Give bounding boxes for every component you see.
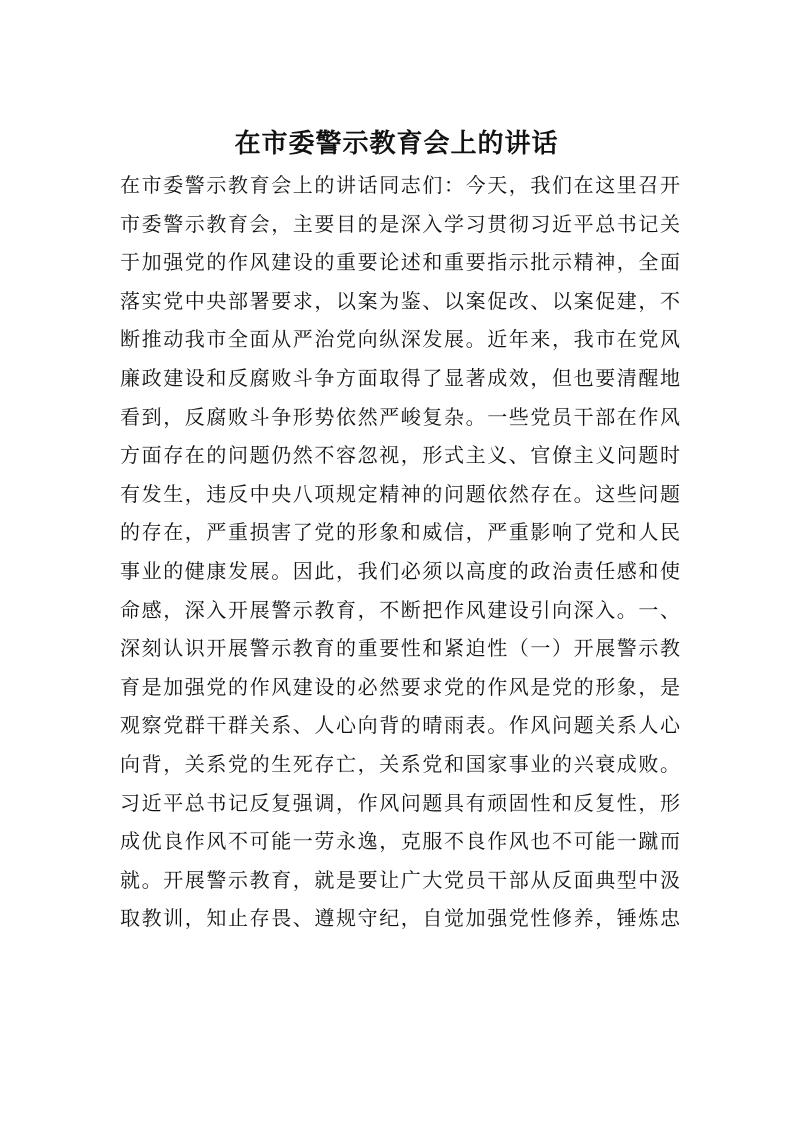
body-line: 取教训，知止存畏、遵规守纪，自觉加强党性修养，锤炼忠 (120, 906, 680, 931)
body-line: 市委警示教育会，主要目的是深入学习贯彻习近平总书记关 (120, 211, 680, 236)
document-body (120, 166, 680, 938)
document-title: 在市委警示教育会上的讲话 (234, 129, 559, 159)
body-line: 育是加强党的作风建设的必然要求党的作风是党的形象，是 (120, 674, 680, 699)
body-line: 于加强党的作风建设的重要论述和重要指示批示精神，全面 (120, 250, 680, 275)
body-line: 观察党群干群关系、人心向背的晴雨表。作风问题关系人心 (120, 713, 680, 738)
body-line: 廉政建设和反腐败斗争方面取得了显著成效，但也要清醒地 (120, 365, 680, 390)
body-line: 方面存在的问题仍然不容忽视，形式主义、官僚主义问题时 (120, 443, 680, 468)
body-line: 看到，反腐败斗争形势依然严峻复杂。一些党员干部在作风 (120, 404, 680, 429)
body-line: 命感，深入开展警示教育，不断把作风建设引向深入。一、 (120, 597, 680, 622)
body-line: 事业的健康发展。因此，我们必须以高度的政治责任感和使 (120, 558, 680, 583)
body-line: 习近平总书记反复强调，作风问题具有顽固性和反复性，形 (120, 790, 680, 815)
body-line: 在市委警示教育会上的讲话同志们：今天，我们在这里召开 (120, 173, 680, 197)
body-line: 有发生，违反中央八项规定精神的问题依然存在。这些问题 (120, 481, 680, 506)
body-line: 成优良作风不可能一劳永逸，克服不良作风也不可能一蹴而 (120, 829, 680, 854)
body-line: 断推动我市全面从严治党向纵深发展。近年来，我市在党风 (120, 327, 680, 352)
body-line: 落实党中央部署要求，以案为鉴、以案促改、以案促建，不 (120, 288, 680, 313)
body-line: 深刻认识开展警示教育的重要性和紧迫性（一）开展警示教 (120, 636, 680, 661)
body-line: 就。开展警示教育，就是要让广大党员干部从反面典型中汲 (120, 867, 680, 892)
body-line: 向背，关系党的生死存亡，关系党和国家事业的兴衰成败。 (120, 751, 680, 776)
body-line: 的存在，严重损害了党的形象和威信，严重影响了党和人民 (120, 520, 680, 545)
